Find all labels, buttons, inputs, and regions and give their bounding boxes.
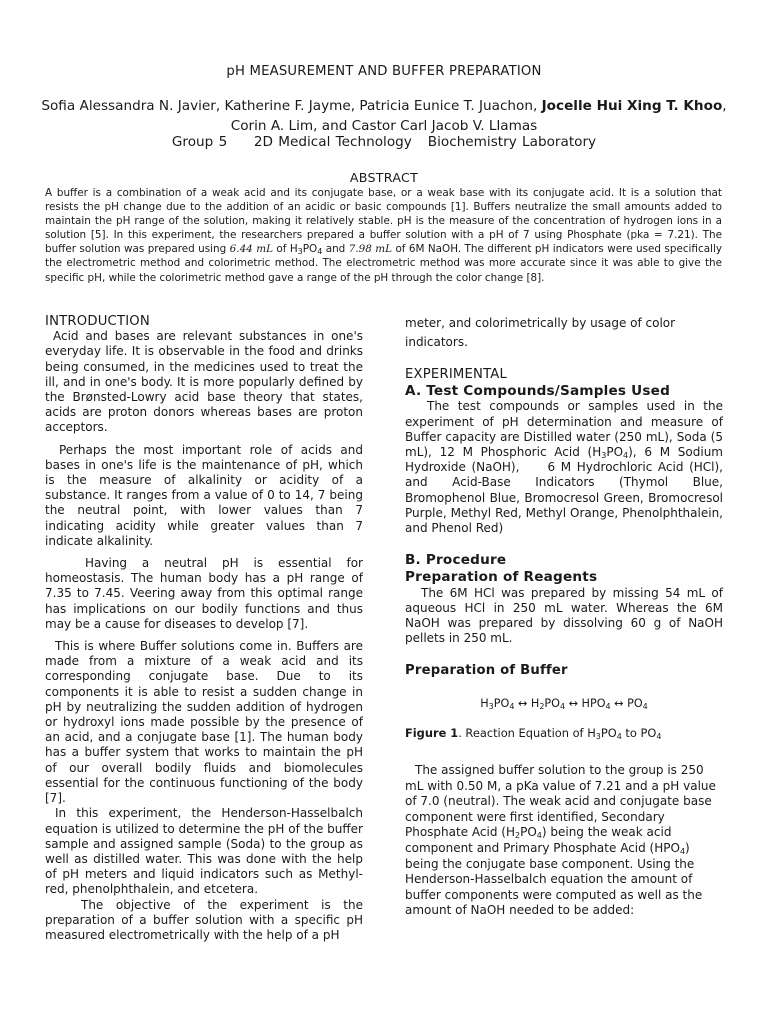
intro-paragraph-6: The objective of the experiment is the preparation of a buffer solution with a specific pH measured electrometrically with the help of a pH (45, 897, 363, 942)
test-compounds-paragraph: The test compounds or samples used in the experiment of pH determination and measure of Buffer capacity are Distilled water (250 mL), Soda (5 mL), 12 M Phosphoric Acid $(H_3PO_4)$, 6 M Sodium Hydroxide (NaOH), 6 M Hydrochloric Acid (HCl), and Acid-Base Indicators (Thymol Blue, Bromophenol Blue, Bromocresol Green, Bromocresol Purple, Methyl Red, Methyl Orange, Phenolphthalein, and Phenol Red) (405, 399, 723, 536)
intro-paragraph-5: In this experiment, the Henderson-Hasselbalch equation is utilized to determine the pH of the buffer sample and assigned sample (Soda) to the group as well as distilled water. This was done with the help of pH meters and liquid indicators such as Methyl-red, phenolphthalein, and etcetera. (45, 806, 363, 897)
figure-1-caption: Figure 1. Reaction Equation of $H_3PO_4$ to $PO_4$ (405, 725, 662, 741)
department: 2D Medical Technology (253, 134, 412, 150)
intro-paragraph-2: Perhaps the most important role of acids and bases in one's life is the maintenance of pH, which is the measure of alkalinity or acidity of a substance. It ranges from a value of 0 to 14, 7 being the neutral point, with lower values than 7 indicating acidity while greater values than 7 indicate alkalinity. (45, 442, 363, 548)
buffer-paragraph: The assigned buffer solution to the group is 250 mL with 0.50 M, a pKa value of 7.21 and a pH value of 7.0 (neutral). The weak acid and conjugate base component were first identified, Secondary Phosphate Acid $(H_2PO_4)$ being the weak acid component and Primary Phosphate Acid $(HPO_4)$ being the conjugate base component. Using the Henderson-Hasselbalch equation the amount of buffer components were computed as well as the amount of NaOH needed to be added: (405, 763, 716, 918)
section-b-heading: B. Procedure (405, 552, 507, 569)
authors-part-1: Sofia Alessandra N. Javier, Katherine F. Jayme, Patricia Eunice T. Juachon, (41, 98, 542, 114)
authors-part-2: , Corin A. Lim, and Castor Carl Jacob V. Llamas (230, 98, 727, 134)
buffer-subheading: Preparation of Buffer (405, 663, 568, 679)
group-affiliation (0, 134, 768, 150)
figure-label: Figure 1 (405, 725, 459, 740)
reagents-paragraph: The 6M HCl was prepared by missing 54 mL of aqueous HCl in 250 mL water. Whereas the 6M NaOH was prepared by dissolving 60 g of NaOH pellets in 250 mL. (405, 585, 723, 646)
introduction-heading: INTRODUCTION (45, 314, 150, 329)
volume-naoh: 7.98 mL (348, 243, 393, 256)
reagents-subheading: Preparation of Reagents (405, 569, 598, 586)
paper-title: pH MEASUREMENT AND BUFFER PREPARATION (226, 64, 542, 79)
abstract-body: A buffer is a combination of a weak acid and its conjugate base, or a weak base with its conjugate acid. It is a solution that resists the pH change due to the addition of an acidic or basic compounds [1]. Buffers neutralize the small amounts added to maintain the pH range of the solution, making it relatively stable. pH is the measure of the concentration of hydrogen ions in a solution [5]. In this experiment, the researchers prepared a buffer solution with a pH of 7 using Phosphate (pka = 7.21). The buffer solution was prepared using 6.44 mL of $H_3PO_4$ and 7.98 mL of 6M NaOH. The different pH indicators were used specifically the electrometric method and colorimetric method. The electrometric method was more accurate since it was able to give the specific pH, while the colorimetric method gave a range of the pH through the color change [8]. (45, 187, 722, 284)
intro-paragraph-4: This is where Buffer solutions come in. Buffers are made from a mixture of a weak acid and its corresponding conjugate base. Due to its components it is able to resist a sudden change in pH by neutralizing the sudden addition of hydrogen or hydroxyl ions made possible by the presence of an acid, and a conjugate base [1]. The human body has a buffer system that works to maintain the pH of our overall bodily fluids and biomolecules essential for the continuous functioning of the body [7]. (45, 639, 363, 806)
group-number: Group 5 (171, 134, 228, 150)
author-list (30, 97, 738, 136)
intro-paragraph-3: Having a neutral pH is essential for homeostasis. The human body has a pH range of 7.35 to 7.45. Veering away from this optimal range has implications on our bodily functions and thus may be a cause for diseases to develop [7]. (45, 556, 363, 631)
volume-h3po4: 6.44 mL (229, 243, 273, 256)
intro-paragraph-6-continued: meter, and colorimetrically by usage of color indicators. (405, 316, 676, 349)
right-column (405, 314, 723, 919)
reaction-equation: $H_3PO_4$ ↔ $H_2PO_4$ ↔ $HPO_4$ ↔ $PO_4$ (480, 696, 648, 711)
authors-highlighted: Jocelle Hui Xing T. Khoo (541, 98, 723, 114)
abstract-heading: ABSTRACT (349, 170, 419, 185)
experimental-heading: EXPERIMENTAL (405, 367, 508, 382)
intro-paragraph-1: Acid and bases are relevant substances in one's everyday life. It is observable in the food and drinks being consumed, in the medicines used to treat the ill, and in one's body. It is more popularly defined by the Brønsted-Lowry acid base theory that states, acids are proton donors whereas bases are proton acceptors. (45, 329, 363, 435)
section-a-heading: A. Test Compounds/Samples Used (405, 383, 671, 400)
left-column (45, 314, 363, 943)
laboratory: Biochemistry Laboratory (427, 134, 597, 150)
